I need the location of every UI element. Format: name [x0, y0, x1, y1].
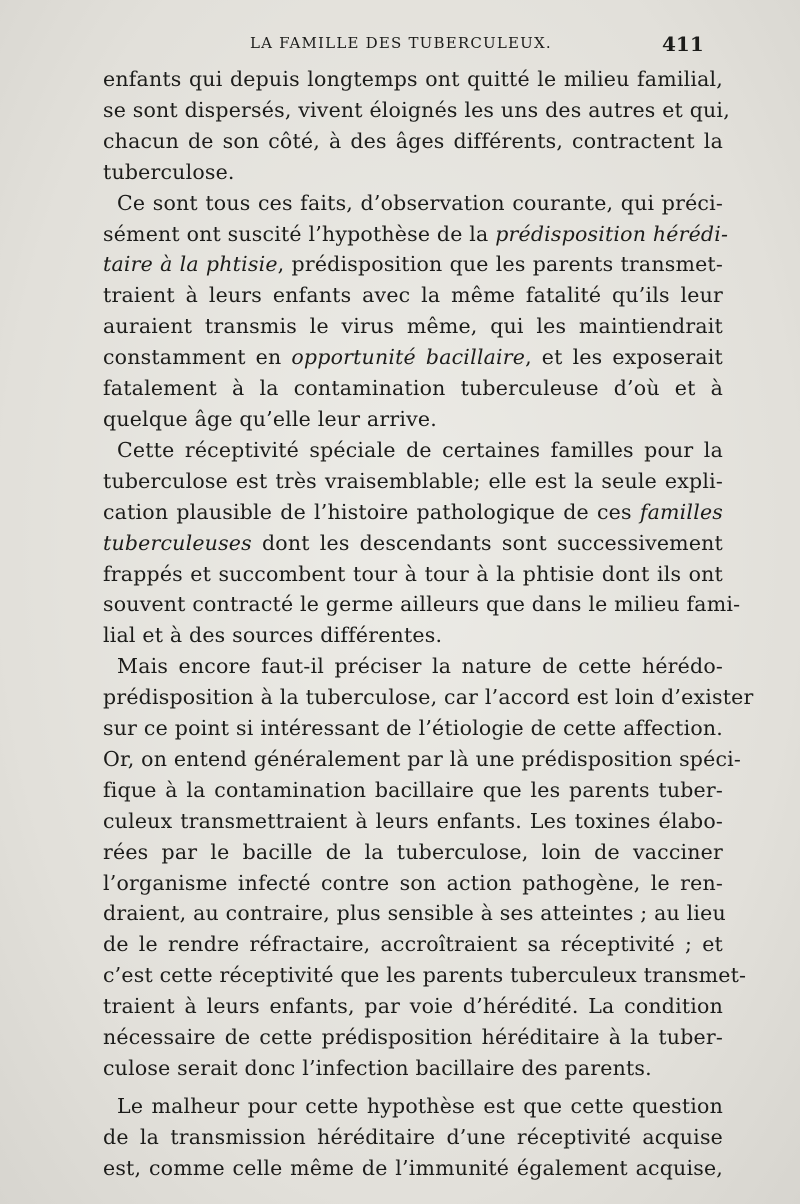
text-segment: sément ont suscité l’hypothèse de la — [103, 221, 489, 246]
text-line: draient, au contraire, plus sensible à ses atteintes ; au lieu — [103, 901, 726, 926]
paragraph-1 — [103, 64, 730, 188]
text-line: tuberculose. — [103, 159, 235, 184]
italic-phrase: familles — [639, 499, 723, 524]
page-number: 411 — [662, 32, 704, 56]
running-title: LA FAMILLE DES TUBERCULEUX. — [250, 34, 552, 52]
text-line: fique à la contamination bacillaire que les parents tuber- — [103, 777, 723, 802]
paragraph-5 — [103, 1091, 723, 1184]
italic-phrase: tuberculeuses — [103, 530, 252, 555]
text-line — [103, 528, 723, 559]
text-line: lial et à des sources différentes. — [103, 623, 443, 648]
text-line: auraient transmis le virus même, qui les maintiendrait — [103, 314, 723, 339]
text-line: traient à leurs enfants, par voie d’hérédité. La condition — [103, 994, 723, 1019]
running-head — [0, 30, 800, 60]
text-line: est, comme celle même de l’immunité également acquise, — [103, 1155, 723, 1180]
text-segment: constamment en — [103, 345, 282, 370]
text-line — [103, 219, 729, 250]
text-line: fatalement à la contamination tuberculeuse d’où et à — [103, 376, 723, 401]
paragraph-4 — [103, 651, 754, 1084]
text-line: culeux transmettraient à leurs enfants. Les toxines élabo- — [103, 808, 723, 833]
text-segment: cation plausible de l’histoire pathologique de ces — [103, 499, 632, 524]
text-line: prédisposition à la tuberculose, car l’accord est loin d’exister — [103, 685, 754, 710]
italic-phrase: taire à la phtisie — [103, 252, 278, 277]
paragraph-3 — [103, 435, 741, 651]
text-line: Mais encore faut-il préciser la nature de cette hérédo- — [117, 654, 723, 679]
text-line: frappés et succombent tour à tour à la phtisie dont ils ont — [103, 561, 723, 586]
italic-phrase: opportunité bacillaire — [291, 345, 526, 370]
text-segment: dont les descendants sont successivement — [261, 530, 723, 555]
text-line: se sont dispersés, vivent éloignés les uns des autres et qui, — [103, 97, 730, 122]
text-line: Cette réceptivité spéciale de certaines familles pour la — [117, 437, 723, 462]
text-line: tuberculose est très vraisemblable; elle est la seule expli- — [103, 468, 723, 493]
text-segment: , prédisposition que les parents transmet- — [277, 252, 723, 277]
italic-phrase: prédisposition hérédi- — [495, 221, 729, 246]
text-segment: , et les exposerait — [525, 345, 723, 370]
text-line: Ce sont tous ces faits, d’observation courante, qui préci- — [117, 190, 723, 215]
text-line: Or, on entend généralement par là une prédisposition spéci- — [103, 746, 742, 771]
text-line: culose serait donc l’infection bacillaire des parents. — [103, 1056, 652, 1080]
text-line: enfants qui depuis longtemps ont quitté le milieu familial, — [103, 67, 723, 91]
text-line: nécessaire de cette prédisposition héréditaire à la tuber- — [103, 1025, 723, 1050]
text-line — [103, 342, 723, 373]
body-text — [103, 64, 754, 1184]
text-line: de la transmission héréditaire d’une réceptivité acquise — [103, 1124, 723, 1149]
text-line: c’est cette réceptivité que les parents tuberculeux transmet- — [103, 963, 747, 988]
text-line: de le rendre réfractaire, accroîtraient sa réceptivité ; et — [103, 932, 723, 957]
text-line: chacun de son côté, à des âges différents, contractent la — [103, 128, 723, 153]
text-line: traient à leurs enfants avec la même fatalité qu’ils leur — [103, 283, 723, 308]
text-line: quelque âge qu’elle leur arrive. — [103, 406, 437, 431]
text-line: l’organisme infecté contre son action pathogène, le ren- — [103, 870, 723, 895]
text-line: Le malheur pour cette hypothèse est que cette question — [117, 1093, 723, 1118]
text-line: rées par le bacille de la tuberculose, loin de vacciner — [103, 839, 723, 864]
text-line — [103, 249, 723, 280]
text-line: sur ce point si intéressant de l’étiologie de cette affection. — [103, 716, 723, 741]
text-line: souvent contracté le germe ailleurs que dans le milieu fami- — [103, 592, 741, 617]
text-line — [103, 497, 723, 528]
paragraph-2 — [103, 188, 729, 435]
